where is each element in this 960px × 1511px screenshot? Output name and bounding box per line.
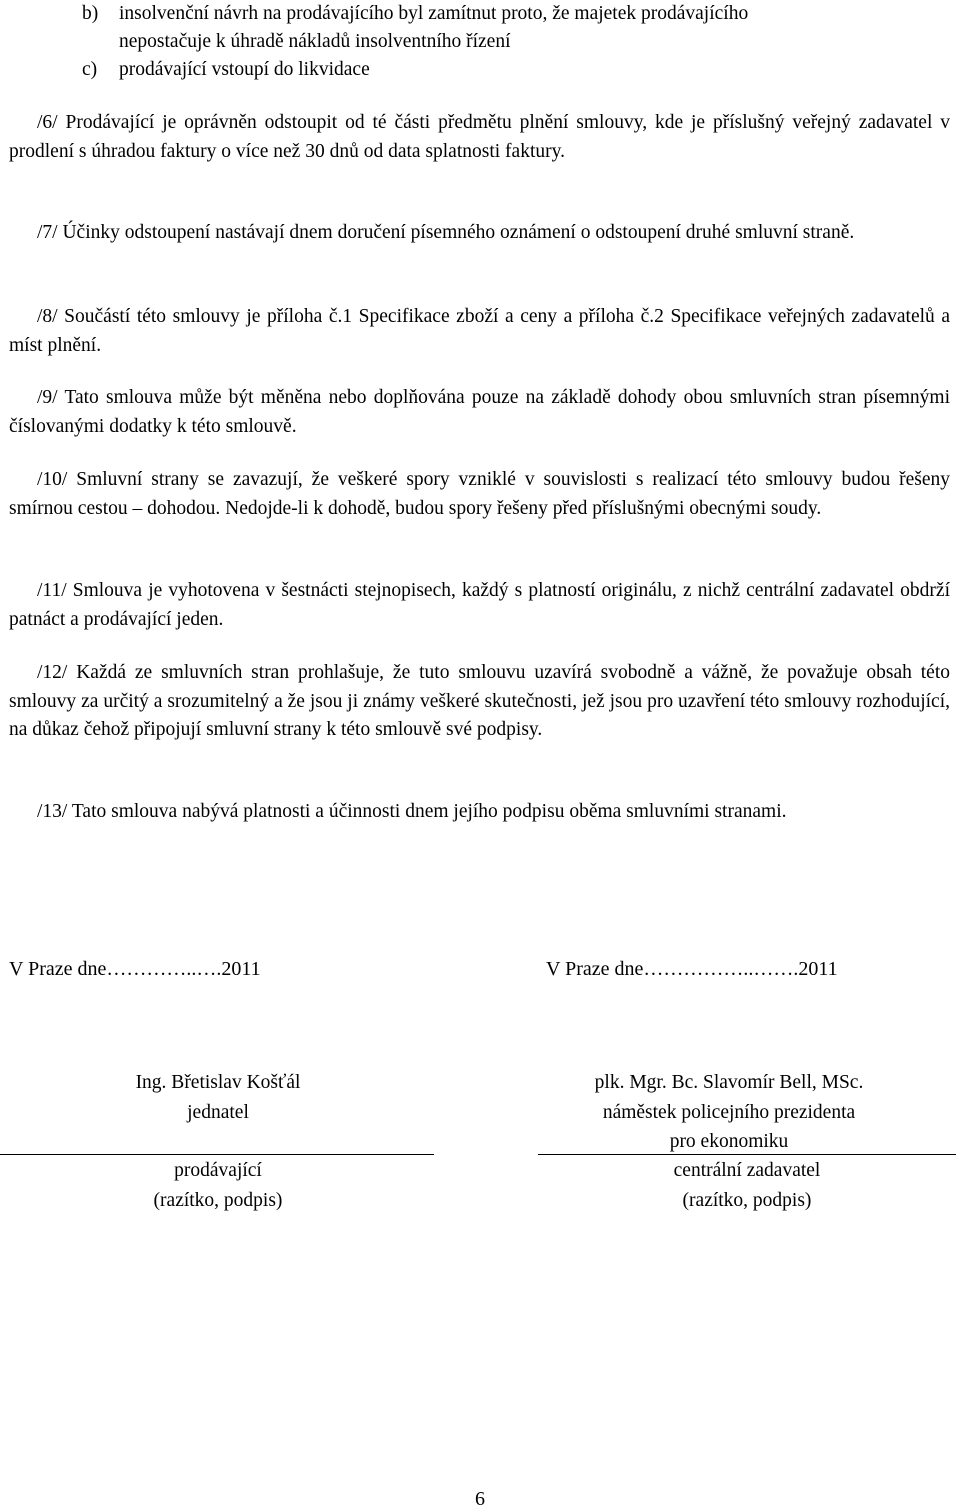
paragraph-number: /10/ [37,469,68,490]
paragraph-6 [9,109,950,166]
signature-block-left [0,1068,436,1127]
paragraph-text: Tato smlouva nabývá platnosti a účinnosti dnem jejího podpisu oběma smluvními stranami. [71,801,787,822]
signature-role-left [0,1156,436,1215]
signatory-name: plk. Mgr. Bc. Slavomír Bell, MSc. [594,1072,864,1093]
paragraph-text: Smlouva je vyhotovena v šestnácti stejnopisech, každý s platností originálu, z nichž centrální zadavatel obdrží patnáct a prodávající jeden. [9,580,951,630]
date-line-right: V Praze dne……………..…….2011 [546,958,838,980]
list-item-line: nepostačuje k úhradě nákladů insolventního řízení [119,31,511,52]
paragraph-11 [9,577,950,634]
signatory-name: Ing. Břetislav Košťál [135,1072,301,1093]
list-item-line: insolvenční návrh na prodávajícího byl zamítnut proto, že majetek prodávajícího [119,3,749,24]
paragraph-text: Součástí této smlouvy je příloha č.1 Specifikace zboží a ceny a příloha č.2 Specifikace veřejných zadavatelů a míst plnění. [9,306,951,356]
paragraph-13 [9,798,950,827]
list-item [82,56,942,84]
paragraph-number: /6/ [37,112,58,133]
paragraph-number: /9/ [37,387,58,408]
list-item [82,0,942,56]
paragraph-text: Účinky odstoupení nastávají dnem doručení písemného oznámení o odstoupení druhé smluvní straně. [62,222,855,243]
paragraph-text: Prodávající je oprávněn odstoupit od té části předmětu plnění smlouvy, kde je příslušný veřejný zadavatel v prodlení s úhradou faktury o více než 30 dnů od data splatnosti faktury. [9,112,951,162]
paragraph-7 [9,219,950,248]
paragraph-text: Každá ze smluvních stran prohlašuje, že tuto smlouvu uzavírá svobodně a vážně, že považuje obsah této smlouvy za určitý a srozumitelný a že jsou ji známy veškeré skutečnosti, jež jsou pro uzavření této smlouvy rozhodující, na důkaz čehož připojují smluvní strany k této smlouvě své podpisy. [9,662,950,740]
signature-role-right [538,1156,956,1215]
signatory-title: jednatel [187,1101,249,1123]
paragraph-number: /11/ [37,580,67,601]
paragraph-9 [9,384,950,441]
page-number: 6 [475,1488,485,1510]
stamp-note: (razítko, podpis) [682,1189,812,1211]
paragraph-10 [9,466,950,523]
item-list [82,0,942,84]
paragraph-8 [9,303,950,360]
paragraph-text: Smluvní strany se zavazují, že veškeré spory vzniklé v souvislosti s realizací této smlouvy budou řešeny smírnou cestou – dohodou. Nedojde-li k dohodě, budou spory řešeny před příslušnými obecnými soudy. [9,469,950,519]
paragraph-text: Tato smlouva může být měněna nebo doplňována pouze na základě dohody obou smluvních stran písemnými číslovanými dodatky k této smlouvě. [9,387,950,437]
list-item-label: b) [82,3,99,24]
paragraph-number: /8/ [37,306,58,327]
paragraph-12 [9,659,950,745]
paragraph-number: /13/ [37,801,68,822]
paragraph-number: /12/ [37,662,68,683]
signatory-title: náměstek policejního prezidenta [602,1101,856,1123]
party-role: centrální zadavatel [673,1160,821,1181]
list-item-label: c) [82,59,98,80]
paragraph-number: /7/ [37,222,58,243]
signatory-title: pro ekonomiku [669,1131,789,1152]
party-role: prodávající [174,1160,262,1181]
stamp-note: (razítko, podpis) [153,1189,283,1211]
signature-block-right [520,1068,938,1157]
date-line-left: V Praze dne…………..….2011 [9,958,261,980]
signature-line-right [538,1154,956,1155]
list-item-line: prodávající vstoupí do likvidace [119,59,370,80]
signature-line-left [0,1154,434,1155]
